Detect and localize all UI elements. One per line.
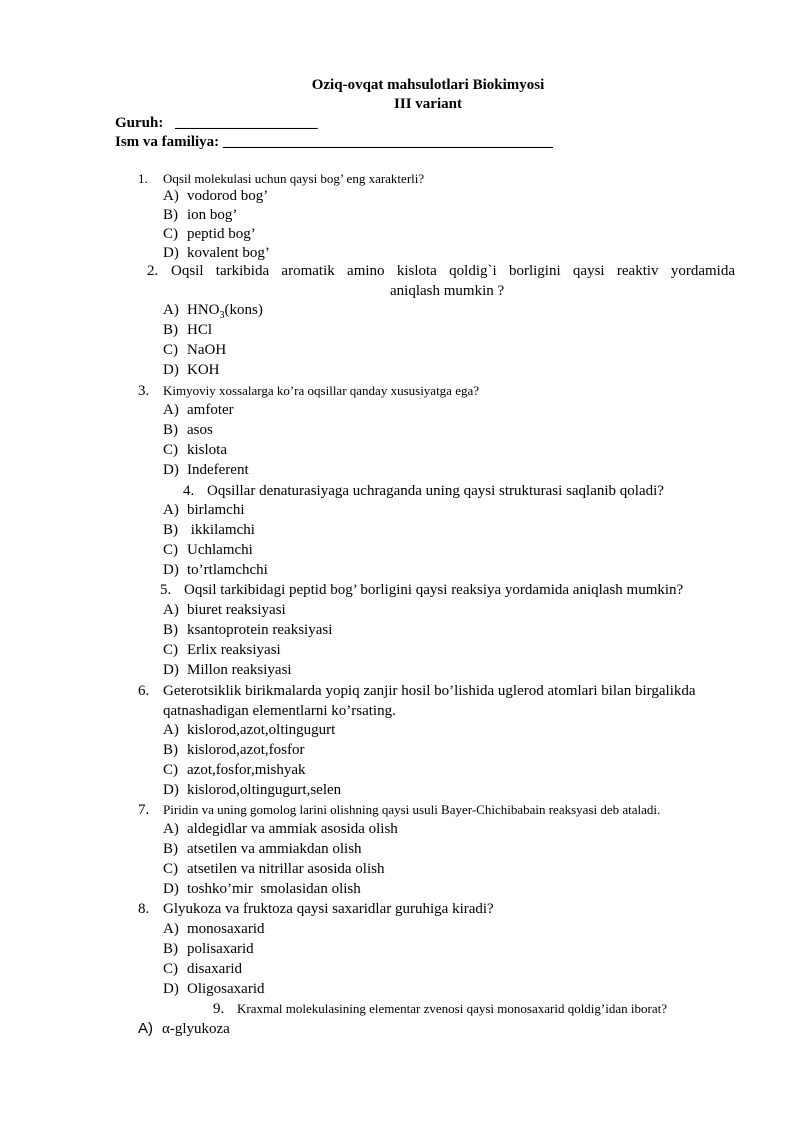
option-letter: A): [163, 188, 179, 204]
option-7c: [163, 859, 384, 879]
option-letter: A): [163, 602, 179, 618]
option-5b: [163, 620, 332, 640]
option-7a: [163, 819, 398, 839]
question-7: [138, 800, 660, 820]
option-text: Oligosaxarid: [187, 981, 265, 997]
option-letter: B): [163, 622, 178, 638]
option-letter: C): [163, 961, 178, 977]
option-letter: A): [163, 821, 179, 837]
option-9a: [138, 1019, 230, 1039]
option-letter: A): [163, 921, 179, 937]
option-2d: [163, 360, 220, 380]
option-letter: D): [163, 981, 179, 997]
option-text: ion bog’: [187, 207, 238, 223]
question-text: Oqsil tarkibidagi peptid bog’ borligini qaysi reaksiya yordamida aniqlash mumkin?: [184, 582, 684, 598]
option-6d: [163, 780, 341, 800]
question-number: 4.: [183, 483, 195, 499]
question-text: Glyukoza va fruktoza qaysi saxaridlar guruhiga kiradi?: [163, 901, 494, 917]
option-letter: D): [163, 462, 179, 478]
option-7b: [163, 839, 362, 859]
option-1a: [163, 186, 268, 206]
question-2: [147, 261, 735, 281]
option-letter: D): [163, 662, 179, 678]
option-letter: D): [163, 782, 179, 798]
question-number: 9.: [213, 1001, 225, 1017]
question-number: 3.: [138, 383, 150, 399]
option-letter: D): [163, 881, 179, 897]
option-text: to’rtlamchchi: [187, 562, 268, 578]
name-field: [115, 134, 553, 151]
option-text: Erlix reaksiyasi: [187, 642, 281, 658]
group-blank: ___________________: [175, 115, 318, 131]
option-letter: B): [163, 207, 178, 223]
option-letter: B): [163, 742, 178, 758]
option-2b: [163, 320, 212, 340]
option-text: Uchlamchi: [187, 542, 253, 558]
option-text: kislota: [187, 442, 227, 458]
option-letter: D): [163, 562, 179, 578]
option-text: Millon reaksiyasi: [187, 662, 292, 678]
option-3c: [163, 440, 227, 460]
option-text: amfoter: [187, 402, 234, 418]
option-letter: B): [163, 841, 178, 857]
question-text: Geterotsiklik birikmalarda yopiq zanjir hosil bo’lishida uglerod atomlari bilan birgalikda: [163, 683, 696, 699]
question-number: 6.: [138, 683, 150, 699]
option-8a: [163, 919, 264, 939]
option-3d: [163, 460, 249, 480]
name-label: Ism va familiya:: [115, 134, 220, 150]
option-text: kislorod,azot,oltingugurt: [187, 722, 336, 738]
option-text: kovalent bog’: [187, 245, 270, 261]
option-letter: C): [163, 542, 178, 558]
option-text: ikkilamchi: [187, 522, 255, 538]
option-text: ksantoprotein reaksiyasi: [187, 622, 333, 638]
option-8d: [163, 979, 264, 999]
question-4: [183, 481, 664, 501]
option-4c: [163, 540, 253, 560]
option-letter: C): [163, 342, 178, 358]
question-number: 7.: [138, 802, 150, 818]
option-text: HCl: [187, 322, 213, 338]
question-number: 5.: [160, 582, 172, 598]
option-letter: D): [163, 245, 179, 261]
question-2-continued: aniqlash mumkin ?: [390, 283, 505, 299]
question-text: Piridin va uning gomolog larini olishning qaysi usuli Bayer-Chichibabain reaksyasi deb ataladi.: [163, 802, 661, 817]
option-text: KOH: [187, 362, 220, 378]
option-letter: C): [163, 861, 178, 877]
option-letter: B): [163, 522, 178, 538]
question-number: 1.: [138, 171, 148, 186]
option-letter: C): [163, 442, 178, 458]
option-text: birlamchi: [187, 502, 245, 518]
option-text: NaOH: [187, 342, 227, 358]
option-1c: [163, 224, 256, 244]
option-text: disaxarid: [187, 961, 242, 977]
option-letter: D): [163, 362, 179, 378]
option-text: peptid bog’: [187, 226, 256, 242]
option-text: kislorod,oltingugurt,selen: [187, 782, 342, 798]
option-8c: [163, 959, 242, 979]
option-letter: C): [163, 226, 178, 242]
option-letter: A): [163, 502, 179, 518]
option-letter: B): [163, 941, 178, 957]
question-number: 2.: [147, 263, 159, 279]
option-letter: B): [163, 422, 178, 438]
question-8: [138, 899, 494, 919]
option-6c: [163, 760, 306, 780]
question-text: Oqsil tarkibida aromatik amino kislota qoldig`i borligini qaysi reaktiv yordamida: [171, 263, 735, 279]
option-6b: [163, 740, 304, 760]
option-text: asos: [187, 422, 213, 438]
option-text: biuret reaksiyasi: [187, 602, 286, 618]
option-6a: [163, 720, 335, 740]
option-4b: [163, 520, 255, 540]
option-2c: [163, 340, 226, 360]
option-1d: [163, 243, 270, 263]
option-text: azot,fosfor,mishyak: [187, 762, 306, 778]
option-4a: [163, 500, 244, 520]
option-letter: B): [163, 322, 178, 338]
question-text: Kraxmal molekulasining elementar zvenosi qaysi monosaxarid qoldig’idan iborat?: [237, 1001, 667, 1016]
option-5a: [163, 600, 286, 620]
option-text: vodorod bog’: [187, 188, 269, 204]
option-text: toshko’mir smolasidan olish: [187, 881, 361, 897]
option-suffix: (kons): [224, 302, 263, 318]
option-8b: [163, 939, 254, 959]
group-label: Guruh:: [115, 115, 164, 131]
option-5c: [163, 640, 281, 660]
question-number: 8.: [138, 901, 150, 917]
question-6: [138, 681, 696, 701]
question-text: Oqsil molekulasi uchun qaysi bog’ eng xarakterli?: [163, 171, 425, 186]
page-title: Oziq-ovqat mahsulotlari Biokimyosi: [311, 77, 545, 93]
name-blank: ____________________________________________: [222, 134, 553, 150]
option-letter: C): [163, 762, 178, 778]
option-3b: [163, 420, 213, 440]
question-9: [213, 999, 667, 1019]
option-text: aldegidlar va ammiak asosida olish: [187, 821, 398, 837]
option-text: atsetilen va ammiakdan olish: [187, 841, 362, 857]
option-text: atsetilen va nitrillar asosida olish: [187, 861, 385, 877]
question-3: [138, 381, 479, 401]
question-text: Oqsillar denaturasiyaga uchraganda uning qaysi strukturasi saqlanib qoladi?: [207, 483, 664, 499]
question-6-continued: qatnashadigan elementlarni ko’rsating.: [163, 703, 396, 719]
option-text: HNO: [187, 302, 220, 318]
option-letter: A): [163, 402, 179, 418]
option-letter: A): [163, 302, 179, 318]
option-letter: A): [163, 722, 179, 738]
question-5: [160, 580, 683, 600]
option-7d: [163, 879, 361, 899]
option-text: monosaxarid: [187, 921, 265, 937]
option-5d: [163, 660, 292, 680]
variant-label: III variant: [394, 96, 462, 112]
option-text: Indeferent: [187, 462, 249, 478]
option-text: polisaxarid: [187, 941, 254, 957]
option-1b: [163, 205, 237, 225]
option-text: kislorod,azot,fosfor: [187, 742, 305, 758]
option-letter: C): [163, 642, 178, 658]
option-4d: [163, 560, 268, 580]
option-3a: [163, 400, 234, 420]
group-field: [115, 115, 318, 132]
option-letter: A): [138, 1020, 153, 1037]
option-text: α-glyukoza: [162, 1021, 230, 1037]
question-text: Kimyoviy xossalarga ko’ra oqsillar qanday xususiyatga ega?: [163, 383, 480, 398]
option-subscript: 3: [219, 310, 225, 321]
